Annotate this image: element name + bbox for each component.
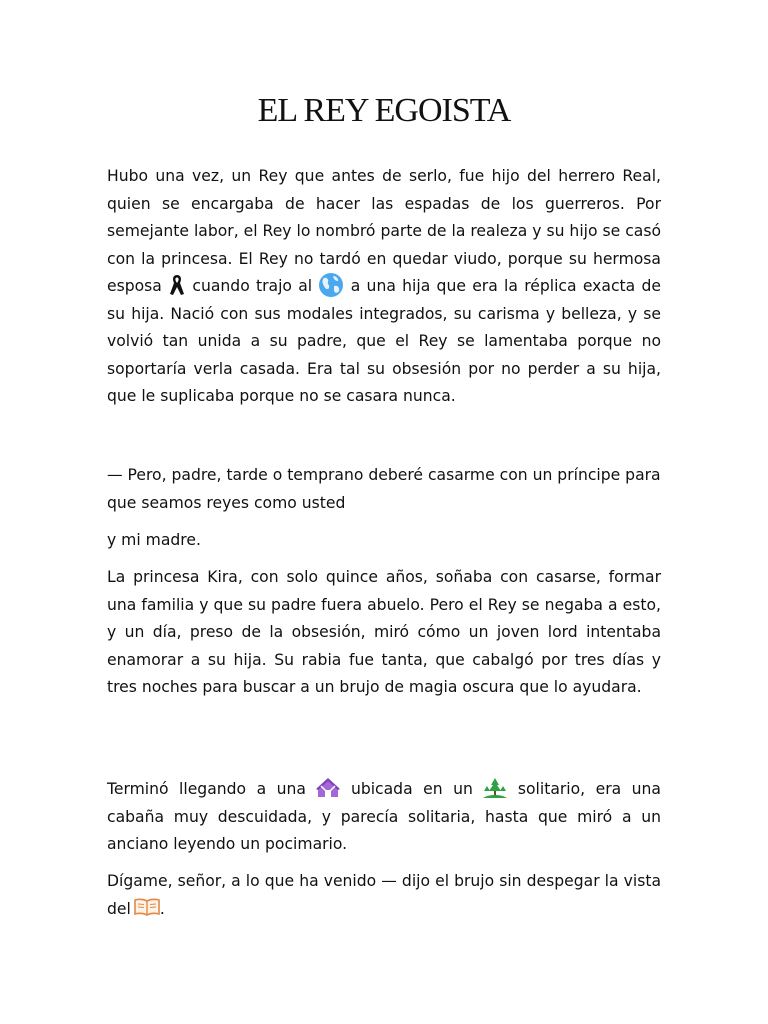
forest-icon bbox=[483, 777, 507, 799]
paragraph-5-text-b: ubicada en un bbox=[350, 780, 473, 798]
black-ribbon-icon bbox=[168, 274, 186, 296]
paragraph-2: — Pero, padre, tarde o temprano deberé casarme con un príncipe para que seamos reyes como usted bbox=[107, 466, 661, 512]
paragraph-5-text-a: Terminó llegando a una bbox=[107, 780, 306, 798]
paragraph-1-text-c: a una hija que era la réplica exacta de su hija. Nació con sus modales integrados, su carisma y belleza, y se volvió tan unida a su padre, que el Rey se lamentaba porque no soportaría verla casada. Era tal su obsesión por no perder a su hija, que le suplicaba porque no se casara nunca. bbox=[107, 277, 661, 405]
paragraph-1-text-a: Hubo una vez, un Rey que antes de serlo, fue hijo del herrero Real, quien se encargaba de hacer las espadas de los guerreros. Por semejante labor, el Rey lo nombró parte de la realeza y su hijo se casó con la princesa. El Rey no tardó en quedar viudo, porque su hermosa esposa bbox=[107, 167, 661, 295]
open-book-icon bbox=[134, 898, 160, 916]
paragraph-5 bbox=[107, 776, 661, 859]
house-icon bbox=[316, 777, 340, 799]
document-title: EL REY EGOISTA bbox=[257, 92, 511, 129]
paragraph-6-text-a: Dígame, señor, a lo que ha venido — dijo el brujo sin despegar la vista del bbox=[107, 872, 661, 918]
globe-icon bbox=[318, 272, 344, 298]
paragraph-6 bbox=[107, 868, 661, 923]
paragraph-3: y mi madre. bbox=[107, 531, 201, 549]
paragraph-6-text-b: . bbox=[159, 899, 165, 918]
paragraph-1-text-b: cuando trajo al bbox=[192, 277, 313, 295]
paragraph-4: La princesa Kira, con solo quince años, soñaba con casarse, formar una familia y que su padre fuera abuelo. Pero el Rey se negaba a esto, y un día, preso de la obsesión, miró cómo un joven lord intentaba enamorar a su hija. Su rabia fue tanta, que cabalgó por tres días y tres noches para buscar a un brujo de magia oscura que lo ayudara. bbox=[107, 568, 661, 696]
paragraph-1 bbox=[107, 163, 661, 411]
paragraph-5-text-c: solitario, era una cabaña muy descuidada, y parecía solitaria, hasta que miró a un anciano leyendo un pocimario. bbox=[107, 780, 661, 853]
